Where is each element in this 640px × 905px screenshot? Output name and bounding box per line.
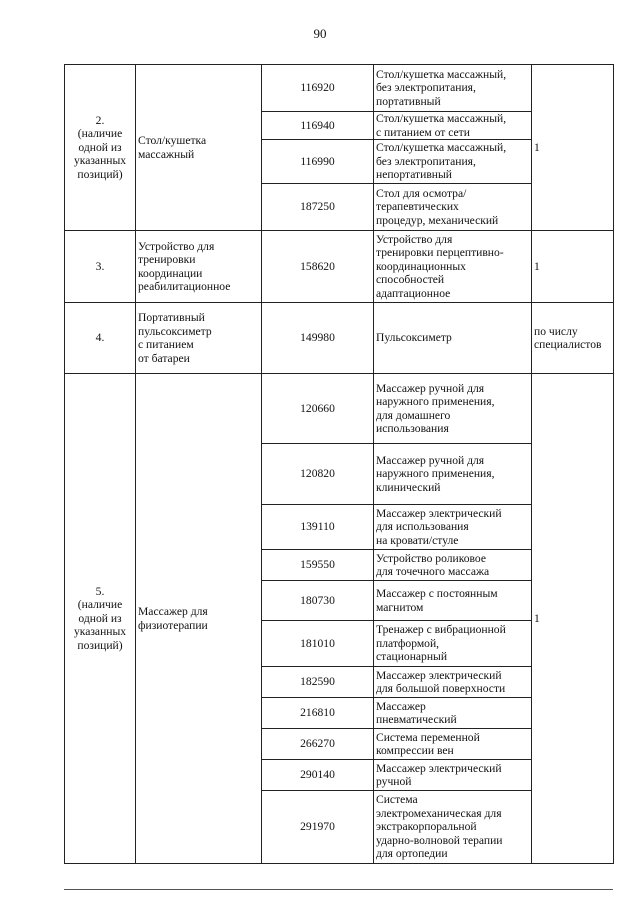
- description-line: портативный: [376, 94, 441, 108]
- item-number-line: (наличие: [77, 127, 123, 141]
- code-cell: 139110: [262, 505, 374, 550]
- quantity-line: 1: [534, 259, 540, 273]
- item-name-line: Массажер для: [138, 605, 208, 618]
- description-line: терапевтических: [376, 200, 459, 214]
- description-cell: [374, 729, 532, 760]
- description-line: Устройство роликовое: [376, 551, 487, 565]
- description-line: ручной: [376, 775, 412, 788]
- description-line: тренировки перцептивно-: [376, 246, 504, 260]
- description-line: электромеханическая для: [376, 806, 502, 820]
- item-number-line: (наличие: [77, 598, 123, 612]
- description-line: использования: [376, 422, 449, 435]
- description-line: Массажер: [376, 699, 426, 713]
- quantity-cell: [532, 303, 614, 374]
- description-cell: [374, 231, 532, 303]
- description-cell: [374, 140, 532, 184]
- item-name-line: физиотерапии: [138, 618, 208, 632]
- description-line: Стол/кушетка массажный,: [376, 67, 507, 81]
- description-line: компрессии вен: [376, 744, 454, 757]
- description-line: Стол/кушетка массажный,: [376, 141, 507, 155]
- description-line: пневматический: [376, 713, 457, 726]
- description-line: наружного применения,: [376, 395, 495, 408]
- description-line: для домашнего: [376, 408, 451, 422]
- item-number-line: позиций): [77, 638, 123, 652]
- description-line: без электропитания,: [376, 154, 476, 168]
- item-number-cell: [65, 374, 136, 864]
- description-cell: [374, 550, 532, 581]
- item-name-line: тренировки: [138, 253, 196, 266]
- item-name-line: от батареи: [138, 351, 190, 365]
- description-line: Массажер электрический: [376, 506, 502, 520]
- item-name-cell: [136, 374, 262, 864]
- quantity-cell: [532, 65, 614, 231]
- description-line: Стол/кушетка массажный,: [376, 112, 507, 125]
- item-number-line: позиций): [77, 167, 123, 181]
- code-cell: 116920: [262, 65, 374, 112]
- code-cell: 158620: [262, 231, 374, 303]
- item-name-line: координации: [138, 266, 203, 280]
- quantity-line: по числу: [534, 324, 578, 338]
- description-cell: [374, 760, 532, 791]
- description-line: наружного применения,: [376, 467, 495, 481]
- quantity-cell: [532, 231, 614, 303]
- item-name-line: массажный: [138, 147, 195, 161]
- item-number-cell: [65, 231, 136, 303]
- equipment-table: [64, 64, 614, 864]
- quantity-line: 1: [534, 611, 540, 625]
- description-cell: [374, 621, 532, 667]
- description-line: Устройство для: [376, 232, 453, 246]
- description-line: ударно-волновой терапии: [376, 833, 503, 847]
- code-cell: 116940: [262, 112, 374, 140]
- description-line: для использования: [376, 520, 469, 534]
- item-name-cell: [136, 303, 262, 374]
- code-cell: 266270: [262, 729, 374, 760]
- item-name-line: Портативный: [138, 311, 205, 324]
- description-line: Пульсоксиметр: [376, 331, 452, 345]
- code-cell: 182590: [262, 667, 374, 698]
- code-cell: 159550: [262, 550, 374, 581]
- description-line: для большой поверхности: [376, 682, 506, 695]
- description-line: без электропитания,: [376, 81, 476, 95]
- description-line: Массажер электрический: [376, 761, 502, 775]
- description-line: Массажер электрический: [376, 668, 502, 682]
- description-line: экстракорпоральной: [376, 820, 477, 834]
- table-row: [65, 231, 614, 303]
- description-line: Массажер ручной для: [376, 453, 485, 467]
- description-line: на кровати/стуле: [376, 533, 459, 547]
- description-line: Система переменной: [376, 730, 480, 744]
- page-number: 90: [313, 26, 327, 41]
- item-name-line: пульсоксиметр: [138, 324, 212, 338]
- item-number-line: указанных: [73, 625, 127, 639]
- description-line: Массажер ручной для: [376, 381, 485, 395]
- description-cell: [374, 374, 532, 444]
- description-line: адаптационное: [376, 286, 451, 300]
- description-cell: [374, 112, 532, 140]
- code-cell: 187250: [262, 184, 374, 231]
- description-cell: [374, 698, 532, 729]
- item-name-line: Стол/кушетка: [138, 134, 207, 147]
- quantity-line: 1: [534, 140, 540, 154]
- item-number-cell: [65, 65, 136, 231]
- description-line: магнитом: [376, 600, 424, 614]
- item-number-line: 2.: [95, 113, 105, 127]
- item-number-line: одной из: [78, 611, 122, 625]
- description-line: координационных: [376, 259, 466, 273]
- item-number-line: указанных: [73, 154, 127, 168]
- code-cell: 120820: [262, 444, 374, 505]
- description-line: Тренажер с вибрационной: [376, 623, 506, 637]
- quantity-cell: [532, 374, 614, 864]
- item-number-cell: [65, 303, 136, 374]
- description-cell: [374, 65, 532, 112]
- table-row: [65, 374, 614, 444]
- item-number-line: 4.: [95, 331, 105, 345]
- code-cell: 120660: [262, 374, 374, 444]
- description-line: стационарный: [376, 650, 448, 664]
- description-cell: [374, 303, 532, 374]
- item-name-cell: [136, 65, 262, 231]
- description-line: способностей: [376, 273, 445, 287]
- item-name-cell: [136, 231, 262, 303]
- quantity-line: специалистов: [534, 338, 602, 351]
- description-line: для ортопедии: [376, 847, 448, 861]
- code-cell: 181010: [262, 621, 374, 667]
- item-number-line: 5.: [95, 584, 105, 598]
- description-line: платформой,: [376, 636, 440, 650]
- description-line: непортативный: [376, 168, 452, 182]
- description-cell: [374, 184, 532, 231]
- table-row: [65, 303, 614, 374]
- item-name-line: Устройство для: [138, 239, 215, 253]
- item-number-line: 3.: [95, 259, 105, 273]
- description-line: Система: [376, 793, 418, 807]
- description-line: процедур, механический: [376, 213, 499, 227]
- code-cell: 291970: [262, 791, 374, 864]
- item-number-line: одной из: [78, 140, 122, 154]
- item-name-line: реабилитационное: [138, 280, 231, 293]
- description-cell: [374, 581, 532, 621]
- description-cell: [374, 791, 532, 864]
- table-row: [65, 65, 614, 112]
- description-cell: [374, 505, 532, 550]
- code-cell: 116990: [262, 140, 374, 184]
- description-line: для точечного массажа: [376, 565, 490, 578]
- code-cell: 149980: [262, 303, 374, 374]
- code-cell: 216810: [262, 698, 374, 729]
- description-line: Стол для осмотра/: [376, 186, 467, 200]
- description-line: с питанием от сети: [376, 125, 470, 139]
- description-line: клинический: [376, 480, 441, 494]
- description-line: Массажер с постоянным: [376, 587, 498, 600]
- page-bottom-rule: [64, 889, 613, 890]
- item-name-line: с питанием: [138, 338, 194, 351]
- code-cell: 290140: [262, 760, 374, 791]
- code-cell: 180730: [262, 581, 374, 621]
- description-cell: [374, 444, 532, 505]
- description-cell: [374, 667, 532, 698]
